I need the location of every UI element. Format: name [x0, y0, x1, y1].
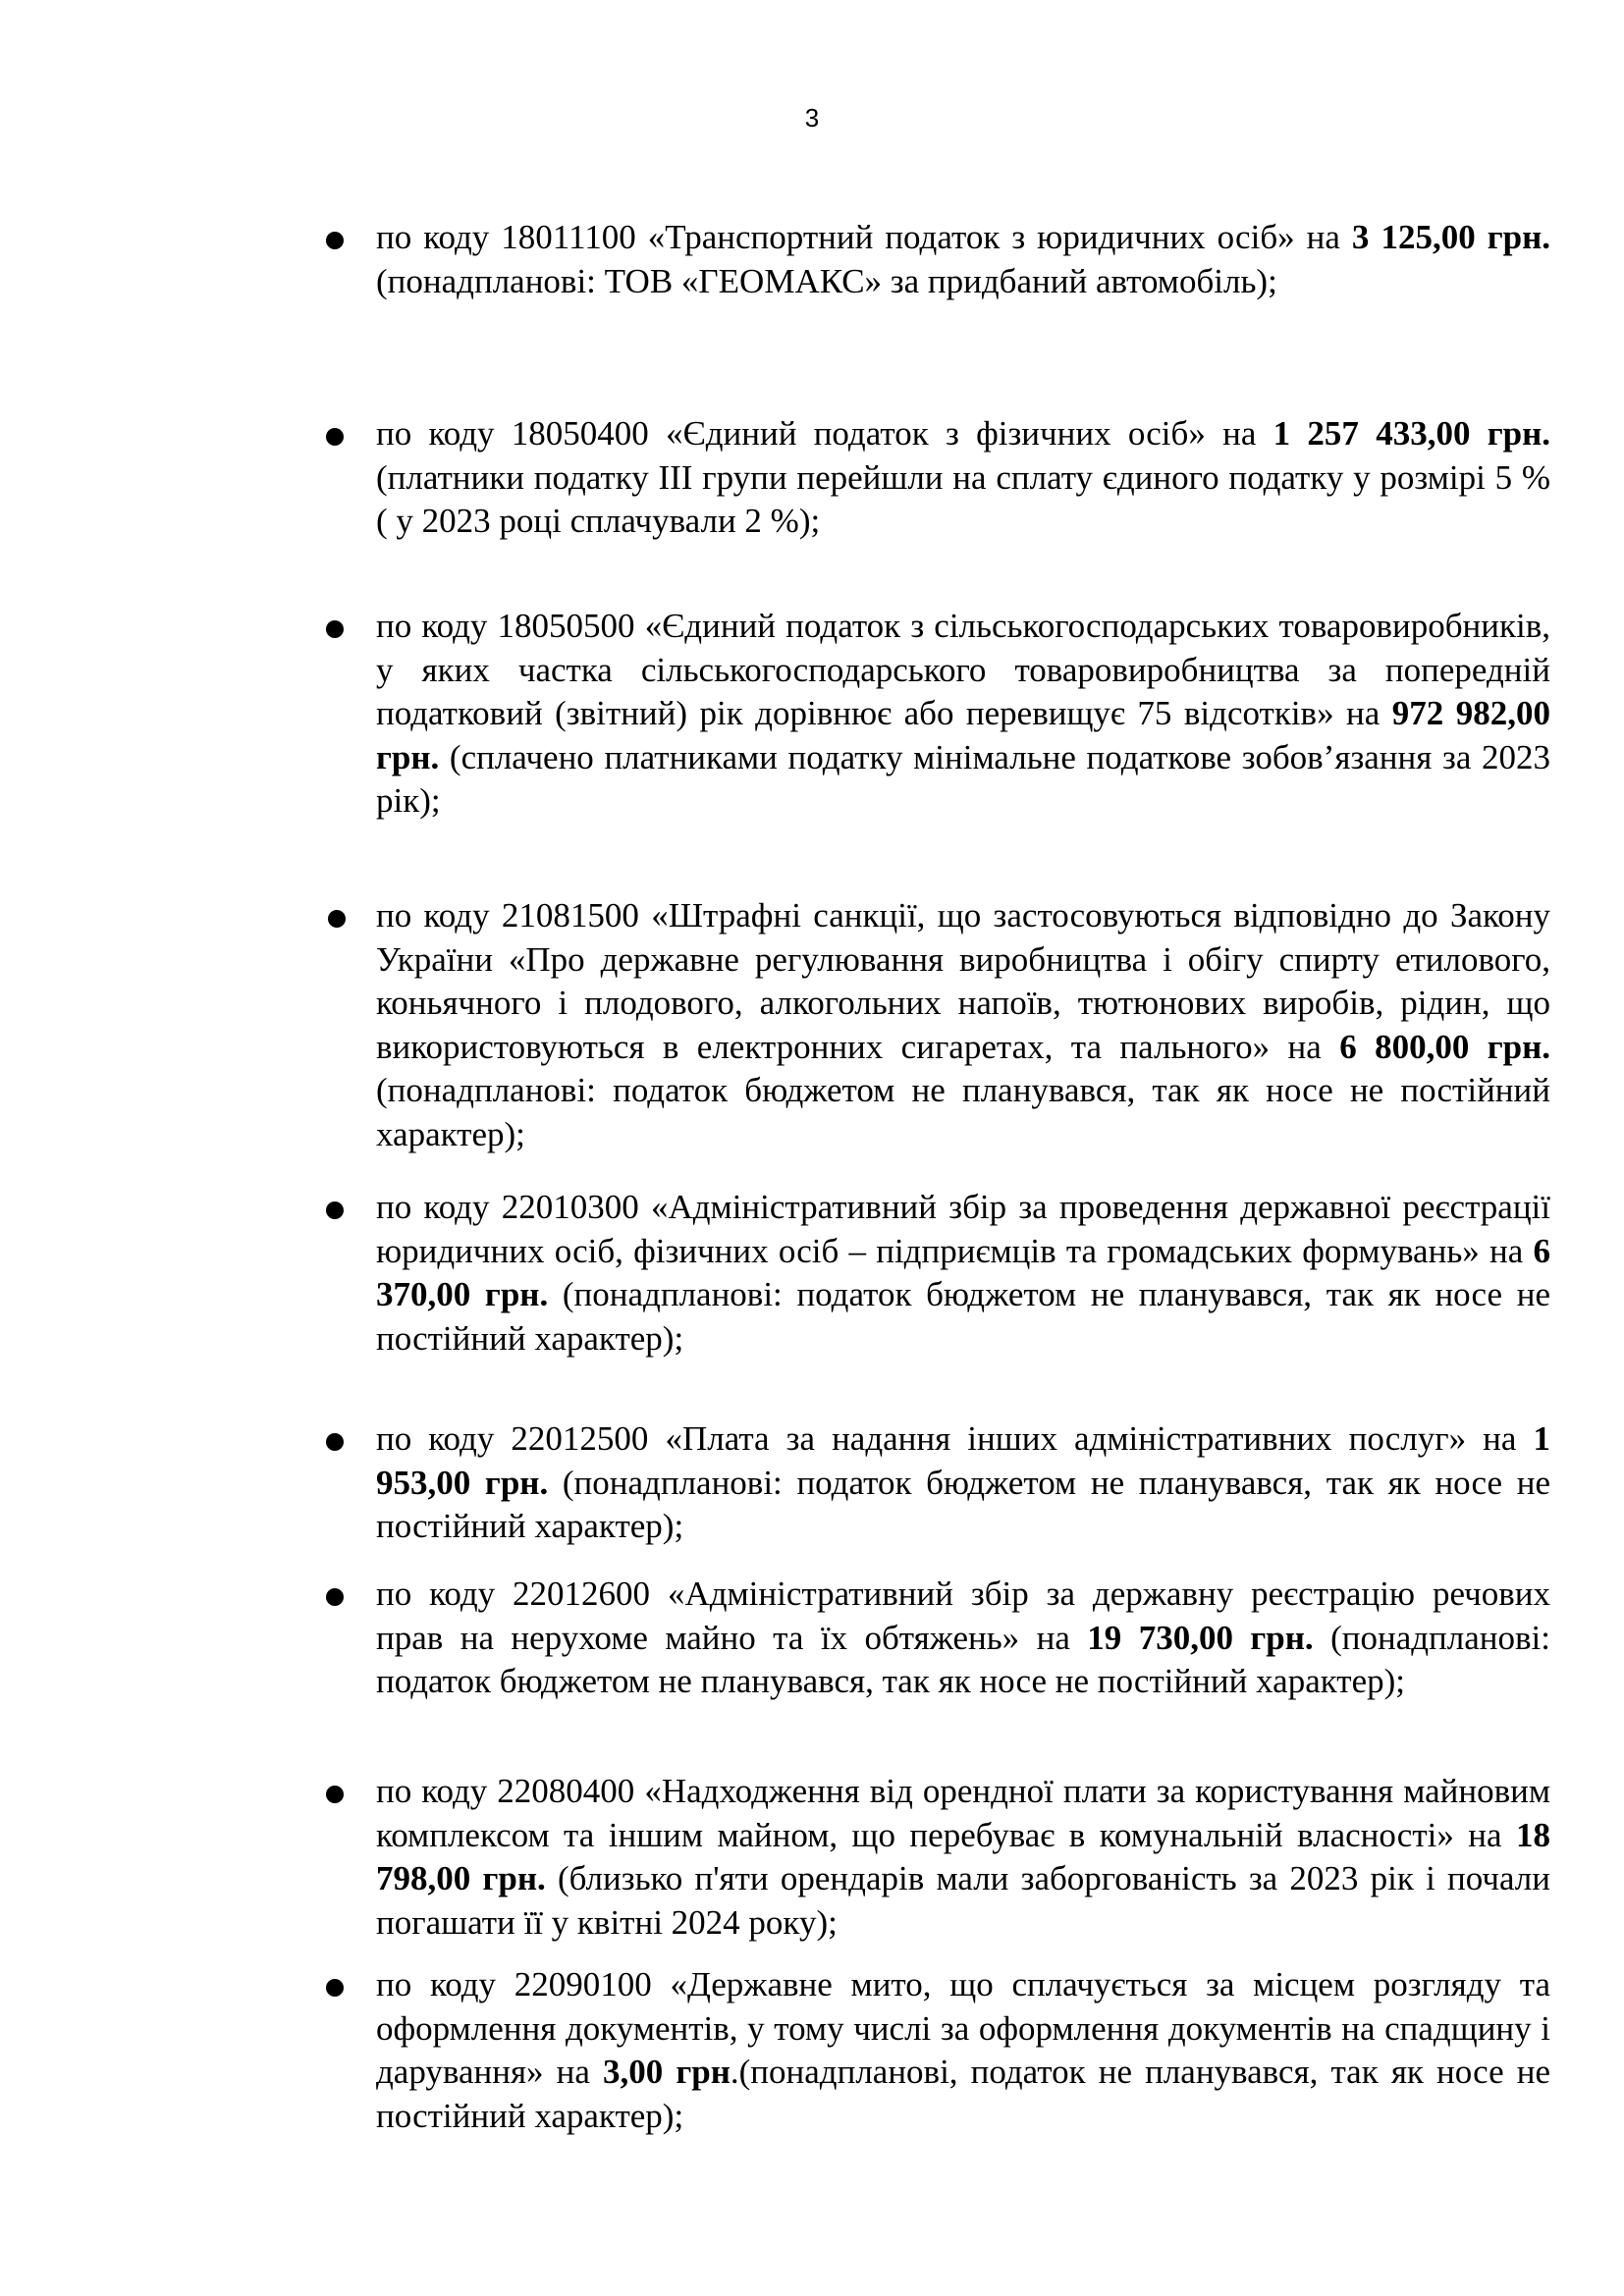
- amount: 6 370,00 грн.: [376, 1231, 1550, 1314]
- bullet-icon: [326, 1588, 344, 1606]
- bullet-icon: [326, 232, 344, 249]
- bullet-icon: [326, 428, 344, 446]
- list-item: по коду 22012600 «Адміністративний збір за державну реєстрацію речових прав на нерухоме майно та їх обтяжень» на 19 730,00 грн. (понадпланові: податок бюджетом не планувався, так як носе не постійний характер);: [376, 1575, 1550, 1701]
- amount: 18 798,00 грн.: [376, 1815, 1550, 1898]
- list-item: по коду 22080400 «Надходження від орендної плати за користування майновим комплексом та іншим майном, що перебуває в комунальній власності» на 18 798,00 грн. (близько п'яти орендарів мали заборгованість за 2023 рік і почали погашати її у квітні 2024 року);: [376, 1772, 1550, 1942]
- bullet-icon: [326, 1786, 344, 1803]
- amount: 1 953,00 грн.: [376, 1419, 1550, 1502]
- amount: 3 125,00 грн.: [1351, 218, 1550, 256]
- list-item: по коду 22090100 «Державне мито, що сплачується за місцем розгляду та оформлення документів, у тому числі за оформлення документів на спадщину і дарування» на 3,00 грн.(понадпланові, податок не планувався, так як носе не постійний характер);: [376, 1965, 1550, 2135]
- bullet-icon: [326, 620, 344, 638]
- bullet-icon: [326, 1201, 344, 1219]
- amount: 6 800,00 грн.: [1339, 1027, 1550, 1066]
- amount: 19 730,00 грн.: [1087, 1618, 1314, 1657]
- list-item: по коду 18011100 «Транспортний податок з юридичних осіб» на 3 125,00 грн. (понадпланові: ТОВ «ГЕОМАКС» за придбаний автомобіль);: [376, 218, 1550, 300]
- list-item: по коду 22010300 «Адміністративний збір за проведення державної реєстрації юридичних осіб, фізичних осіб – підприємців та громадських формувань» на 6 370,00 грн. (понадпланові: податок бюджетом не планувався, так як носе не постійний характер);: [376, 1188, 1550, 1358]
- bullet-icon: [326, 1979, 344, 1997]
- list-item: по коду 18050500 «Єдиний податок з сільськогосподарських товаровиробників, у яких частка сільськогосподарського товаровиробництва за попередній податковий (звітний) рік дорівнює або перевищує 75 відсотків» на 972 982,00 грн. (сплачено платниками податку мінімальне податкове зобов’язання за 2023 рік);: [376, 607, 1551, 821]
- amount: 972 982,00 грн.: [376, 694, 1551, 776]
- bullet-icon: [328, 910, 346, 928]
- list-item: по коду 21081500 «Штрафні санкції, що застосовуються відповідно до Закону України «Про державне регулювання виробництва і обігу спирту етилового, коньячного і плодового, алкогольних напоїв, тютюнових виробів, рідин, що використовуються в електронних сигаретах, та пального» на 6 800,00 грн. (понадпланові: податок бюджетом не планувався, так як носе не постійний характер);: [376, 896, 1550, 1153]
- list-item: по коду 18050400 «Єдиний податок з фізичних осіб» на 1 257 433,00 грн. (платники податку ІІІ групи перейшли на сплату єдиного податку у розмірі 5 % ( у 2023 році сплачували 2 %);: [376, 414, 1550, 541]
- amount: 3,00 грн: [603, 2053, 731, 2092]
- amount: 1 257 433,00 грн.: [1272, 414, 1550, 453]
- bullet-icon: [326, 1433, 344, 1451]
- page-number: 3: [804, 103, 820, 133]
- list-item: по коду 22012500 «Плата за надання інших адміністративних послуг» на 1 953,00 грн. (понадпланові: податок бюджетом не планувався, так як носе не постійний характер);: [376, 1419, 1550, 1546]
